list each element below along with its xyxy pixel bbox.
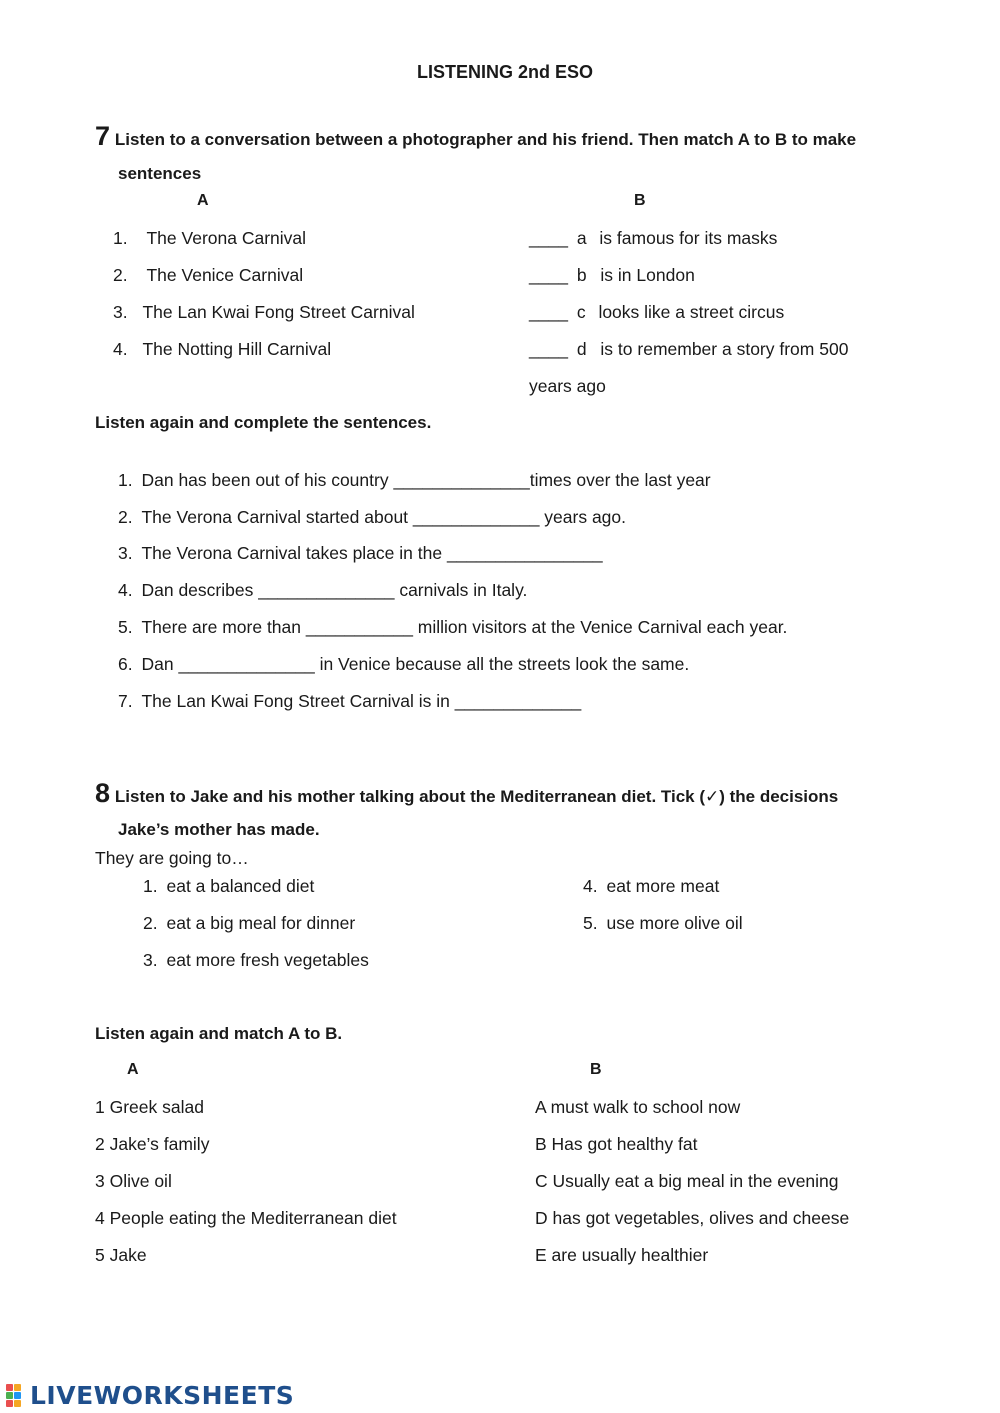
fill-in-sentence[interactable]: There are more than ___________ million visitors at the Venice Carnival each year.: [141, 617, 788, 637]
logo-grid-icon: [6, 1384, 28, 1406]
section-8-instruction: Listen to Jake and his mother talking about the Mediterranean diet. Tick (✓) the decisions: [114, 787, 839, 806]
sentence-item: 5. There are more than ___________ million visitors at the Venice Carnival each year.: [118, 617, 788, 637]
sentence-item: 1. Dan has been out of his country ______________times over the last year: [118, 470, 711, 490]
section-8-number: 8: [95, 778, 111, 808]
list-item: 1. The Verona Carnival: [113, 228, 307, 248]
sentence-item: 4. Dan describes ______________ carnivals in Italy.: [118, 580, 528, 600]
sentence-item: 3. The Verona Carnival takes place in the ________________: [118, 543, 603, 563]
answer-blank[interactable]: ____: [529, 228, 568, 248]
fill-in-sentence[interactable]: The Verona Carnival started about _____________ years ago.: [141, 507, 626, 527]
list-item: 4. The Notting Hill Carnival: [113, 339, 332, 359]
tick-option[interactable]: 2. eat a big meal for dinner: [143, 913, 356, 933]
list-item: 1 Greek salad: [95, 1097, 204, 1117]
list-item: 2 Jake’s family: [95, 1134, 210, 1154]
section-8-subheading: Listen again and match A to B.: [95, 1024, 343, 1043]
section-7-instruction: Listen to a conversation between a photographer and his friend. Then match A to B to make: [114, 130, 857, 149]
fill-in-sentence[interactable]: The Lan Kwai Fong Street Carnival is in _____________: [141, 691, 582, 711]
fill-in-sentence[interactable]: Dan ______________ in Venice because all the streets look the same.: [141, 654, 690, 674]
tick-option[interactable]: 3. eat more fresh vegetables: [143, 950, 369, 970]
fill-in-sentence[interactable]: The Verona Carnival takes place in the ________________: [141, 543, 603, 563]
list-item: 2. The Venice Carnival: [113, 265, 304, 285]
fill-in-sentence[interactable]: Dan has been out of his country ______________times over the last year: [141, 470, 711, 490]
section-7-heading: [95, 121, 856, 152]
sentence-item: 7. The Lan Kwai Fong Street Carnival is in _____________: [118, 691, 582, 711]
match-answer-continuation: years ago: [529, 376, 606, 396]
column-a-header: A: [197, 192, 209, 209]
section-7-instruction-cont: sentences: [118, 164, 202, 183]
list-item: E are usually healthier: [535, 1245, 709, 1265]
match-answer-row: ____ b is in London: [529, 265, 695, 285]
section-8-instruction-cont: Jake’s mother has made.: [118, 820, 320, 839]
section-8-heading: [95, 778, 838, 809]
column-b-header: B: [590, 1061, 602, 1078]
list-item: 3. The Lan Kwai Fong Street Carnival: [113, 302, 415, 322]
fill-in-sentence[interactable]: Dan describes ______________ carnivals in Italy.: [141, 580, 528, 600]
section-7-subheading: Listen again and complete the sentences.: [95, 413, 432, 432]
answer-blank[interactable]: ____: [529, 339, 568, 359]
list-item: C Usually eat a big meal in the evening: [535, 1171, 839, 1191]
list-item: 3 Olive oil: [95, 1171, 172, 1191]
answer-blank[interactable]: ____: [529, 265, 568, 285]
liveworksheets-logo: [6, 1380, 294, 1410]
match-answer-row: ____ c looks like a street circus: [529, 302, 785, 322]
section-8-lead: They are going to…: [95, 848, 249, 868]
tick-option[interactable]: 1. eat a balanced diet: [143, 876, 315, 896]
match-answer-row: ____ d is to remember a story from 500: [529, 339, 849, 359]
column-b-header: B: [634, 192, 646, 209]
list-item: 5 Jake: [95, 1245, 147, 1265]
logo-text: LIVEWORKSHEETS: [30, 1380, 295, 1410]
column-a-header: A: [127, 1061, 139, 1078]
page-title: LISTENING 2nd ESO: [416, 62, 594, 82]
match-answer-row: ____ a is famous for its masks: [529, 228, 778, 248]
tick-option[interactable]: 5. use more olive oil: [583, 913, 743, 933]
sentence-item: 6. Dan ______________ in Venice because all the streets look the same.: [118, 654, 690, 674]
section-7-number: 7: [95, 121, 111, 151]
answer-blank[interactable]: ____: [529, 302, 568, 322]
list-item: A must walk to school now: [535, 1097, 741, 1117]
list-item: D has got vegetables, olives and cheese: [535, 1208, 850, 1228]
list-item: B Has got healthy fat: [535, 1134, 698, 1154]
tick-option[interactable]: 4. eat more meat: [583, 876, 720, 896]
sentence-item: 2. The Verona Carnival started about _____________ years ago.: [118, 507, 626, 527]
list-item: 4 People eating the Mediterranean diet: [95, 1208, 397, 1228]
